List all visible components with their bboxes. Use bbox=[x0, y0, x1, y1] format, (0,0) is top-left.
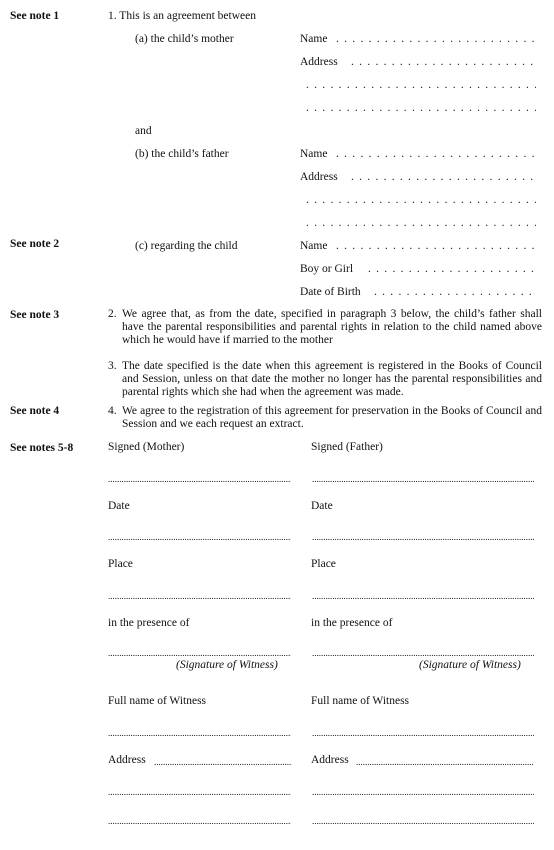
child-name-label: Name bbox=[300, 240, 328, 252]
paragraph-2-text: We agree that, as from the date, specified in paragraph 3 below, the child’s father shall have the parental responsibilities and parental rights in relation to the child named above which he would have if married to the mother bbox=[122, 308, 542, 346]
paragraph-3-number: 3. bbox=[108, 360, 117, 372]
mother-witness-address-line-3[interactable] bbox=[108, 816, 291, 826]
paragraph-2 bbox=[108, 308, 542, 347]
mother-witness-signature-field[interactable] bbox=[108, 648, 291, 658]
father-place-field[interactable] bbox=[312, 591, 534, 601]
father-address-line-2[interactable] bbox=[306, 194, 536, 206]
paragraph-4-text: We agree to the registration of this agreement for preservation in the Books of Council and Session and we each request an extract. bbox=[122, 405, 542, 430]
father-witness-address-line-2[interactable] bbox=[312, 787, 534, 797]
mother-signature-field[interactable] bbox=[108, 474, 291, 484]
father-witness-signature-field[interactable] bbox=[312, 648, 534, 658]
mother-witness-name-field[interactable] bbox=[108, 728, 291, 738]
father-address-line-3[interactable] bbox=[306, 217, 536, 229]
father-label: (b) the child’s father bbox=[135, 148, 229, 160]
mother-label: (a) the child’s mother bbox=[135, 33, 234, 45]
father-witness-signature-caption: (Signature of Witness) bbox=[419, 659, 521, 671]
paragraph-3-text: The date specified is the date when this agreement is registered in the Books of Council and Session, unless on that date the mother no longer has the parental responsibilities and parental rights which she had when the agreement was made. bbox=[122, 360, 542, 398]
mother-address-line-3[interactable] bbox=[306, 102, 536, 114]
mother-place-label: Place bbox=[108, 558, 133, 570]
mother-address-field[interactable] bbox=[351, 56, 536, 68]
father-witness-address-label: Address bbox=[311, 754, 349, 766]
mother-witness-name-label: Full name of Witness bbox=[108, 695, 207, 707]
child-name-field[interactable] bbox=[336, 240, 536, 252]
father-name-field[interactable] bbox=[336, 148, 536, 160]
see-note-3: See note 3 bbox=[10, 309, 60, 321]
father-witness-address-line-3[interactable] bbox=[312, 816, 534, 826]
dob-label: Date of Birth bbox=[300, 286, 361, 298]
father-address-field[interactable] bbox=[351, 171, 536, 183]
agreement-intro: 1. This is an agreement between bbox=[108, 10, 256, 22]
mother-place-field[interactable] bbox=[108, 591, 291, 601]
dob-field[interactable] bbox=[374, 286, 536, 298]
paragraph-4-number: 4. bbox=[108, 405, 117, 417]
mother-name-label: Name bbox=[300, 33, 328, 45]
paragraph-4 bbox=[108, 405, 542, 431]
mother-date-field[interactable] bbox=[108, 532, 291, 542]
boy-girl-field[interactable] bbox=[368, 263, 536, 275]
mother-witness-address-field[interactable] bbox=[154, 757, 291, 767]
mother-presence-label: in the presence of bbox=[108, 617, 190, 629]
and-label: and bbox=[135, 125, 152, 137]
mother-date-label: Date bbox=[108, 500, 130, 512]
signed-father-label: Signed (Father) bbox=[311, 441, 383, 453]
father-place-label: Place bbox=[311, 558, 336, 570]
mother-address-line-2[interactable] bbox=[306, 79, 536, 91]
see-note-1: See note 1 bbox=[10, 10, 60, 22]
father-witness-name-label: Full name of Witness bbox=[311, 695, 410, 707]
paragraph-2-number: 2. bbox=[108, 308, 117, 320]
see-notes-5-8: See notes 5-8 bbox=[10, 442, 74, 454]
boy-girl-label: Boy or Girl bbox=[300, 263, 354, 275]
father-name-label: Name bbox=[300, 148, 328, 160]
see-note-2: See note 2 bbox=[10, 238, 60, 250]
father-witness-name-field[interactable] bbox=[312, 728, 534, 738]
father-witness-address-field[interactable] bbox=[356, 757, 534, 767]
father-date-field[interactable] bbox=[312, 532, 534, 542]
mother-witness-signature-caption: (Signature of Witness) bbox=[176, 659, 278, 671]
father-date-label: Date bbox=[311, 500, 333, 512]
father-presence-label: in the presence of bbox=[311, 617, 393, 629]
father-signature-field[interactable] bbox=[312, 474, 534, 484]
see-note-4: See note 4 bbox=[10, 405, 60, 417]
paragraph-3 bbox=[108, 360, 542, 399]
signed-mother-label: Signed (Mother) bbox=[108, 441, 185, 453]
mother-address-label: Address bbox=[300, 56, 338, 68]
father-address-label: Address bbox=[300, 171, 338, 183]
mother-witness-address-line-2[interactable] bbox=[108, 787, 291, 797]
child-label: (c) regarding the child bbox=[135, 240, 238, 252]
mother-witness-address-label: Address bbox=[108, 754, 146, 766]
mother-name-field[interactable] bbox=[336, 33, 536, 45]
